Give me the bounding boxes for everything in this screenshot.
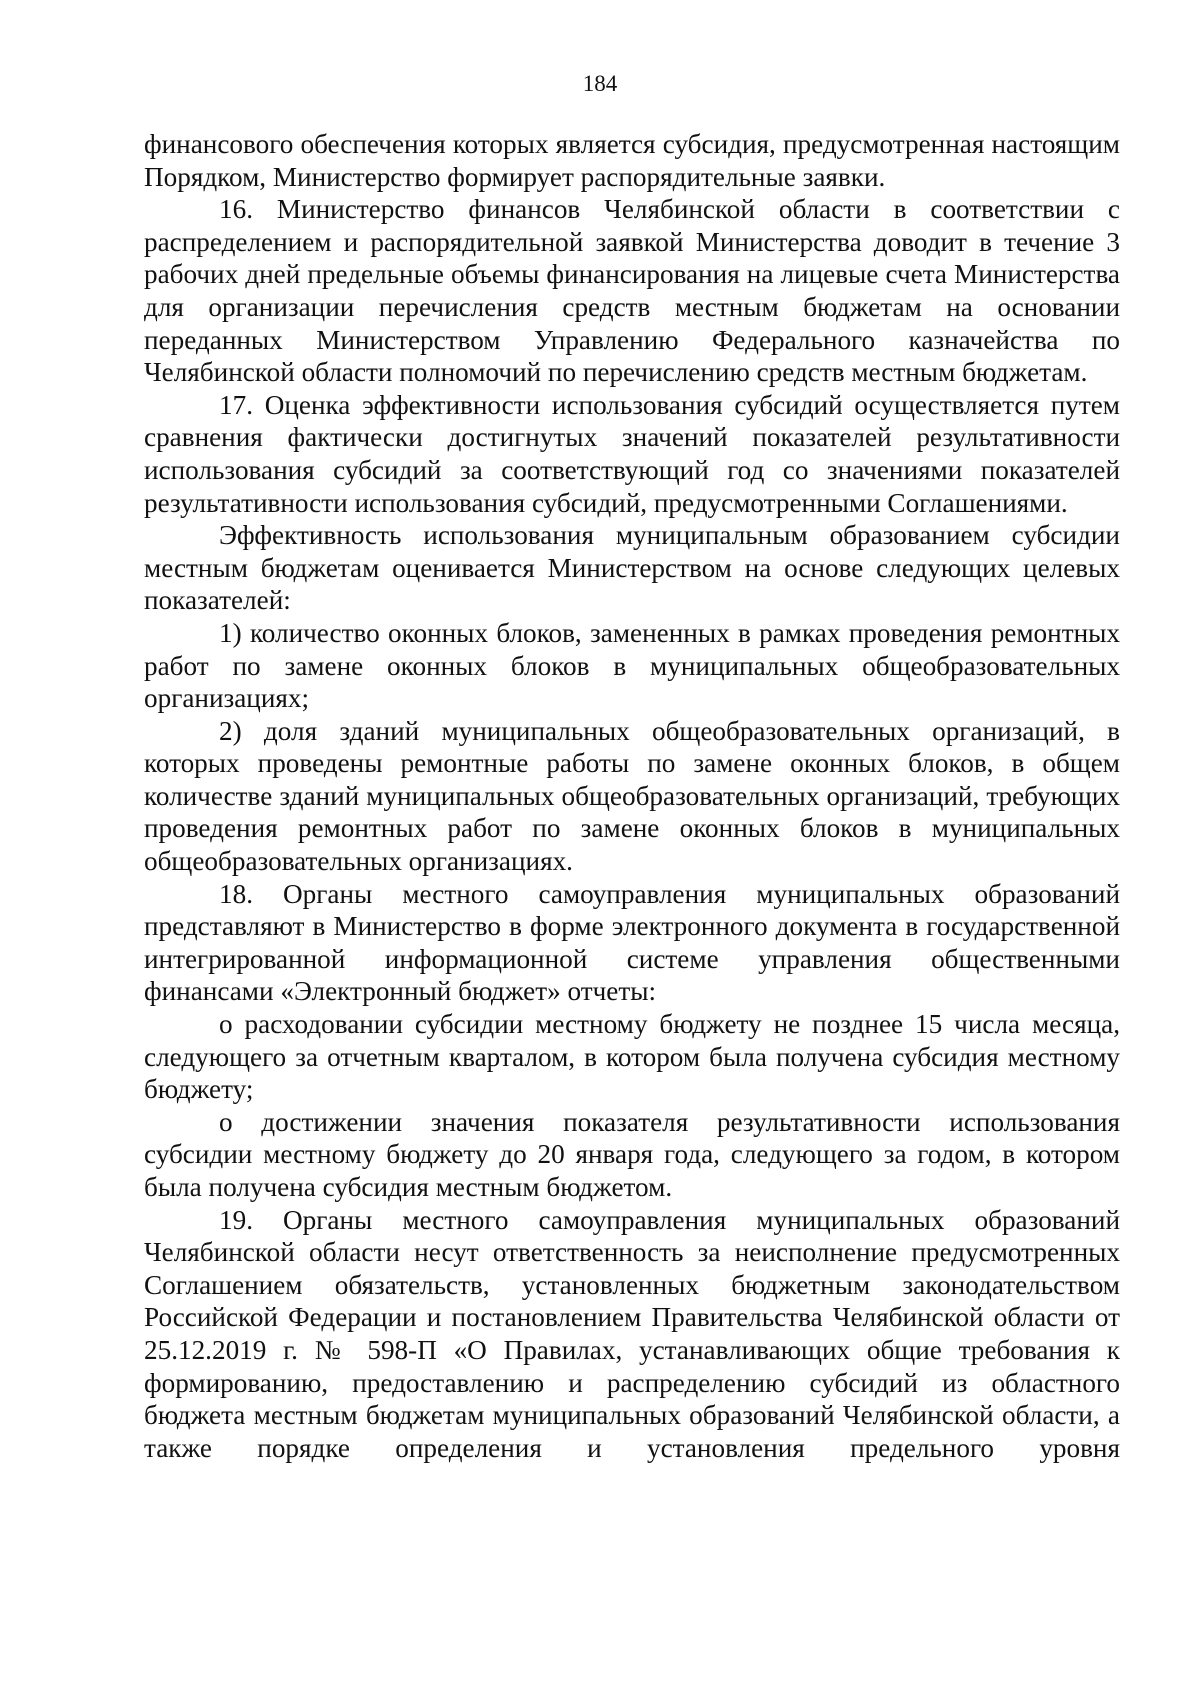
paragraph-17-effectiveness: Эффективность использования муниципальным образованием субсидии местным бюджетам оценивается Министерством на основе следующих целевых показателей: [144, 520, 1120, 616]
paragraph-18: 18. Органы местного самоуправления муниципальных образований представляют в Министерство в форме электронного документа в государственной интегрированной информационной системе управления общественными финансами «Электронный бюджет» отчеты: [144, 878, 1120, 1007]
paragraph-17: 17. Оценка эффективности использования субсидий осуществляется путем сравнения фактически достигнутых значений показателей результативности использования субсидий за соответствующий год со значениями показателей результативности использования субсидий, предусмотренными Соглашениями. [144, 389, 1120, 518]
paragraph-16: 16. Министерство финансов Челябинской области в соответствии с распределением и распорядительной заявкой Министерства доводит в течение 3 рабочих дней предельные объемы финансирования на лицевые счета Министерства для организации перечисления средств местным бюджетам на основании переданных Министерством Управлению Федерального казначейства по Челябинской области полномочий по перечислению средств местным бюджетам. [144, 194, 1120, 388]
paragraph-18-report-results: о достижении значения показателя результативности использования субсидии местному бюджету до 20 января года, следующего за годом, в котором была получена субсидия местным бюджетом. [144, 1106, 1120, 1202]
paragraph-17-item-1: 1) количество оконных блоков, замененных в рамках проведения ремонтных работ по замене оконных блоков в муниципальных общеобразовательных организациях; [144, 617, 1120, 714]
paragraph-18-report-spending: о расходовании субсидии местному бюджету не позднее 15 числа месяца, следующего за отчетным кварталом, в котором была получена субсидия местному бюджету; [144, 1009, 1120, 1105]
paragraph-17-item-2: 2) доля зданий муниципальных общеобразовательных организаций, в которых проведены ремонтные работы по замене оконных блоков, в общем количестве зданий муниципальных общеобразовательных организаций, требующих проведения ремонтных работ по замене оконных блоков в муниципальных общеобразовательных организациях. [144, 715, 1120, 877]
paragraph-continuation: финансового обеспечения которых является субсидия, предусмотренная настоящим Порядком, Министерство формирует распорядительные заявки. [144, 129, 1120, 192]
page-number: 184 [582, 71, 618, 96]
paragraph-19: 19. Органы местного самоуправления муниципальных образований Челябинской области несут ответственность за неисполнение предусмотренных Соглашением обязательств, установленных бюджетным законодательством Российской Федерации и постановлением Правительства Челябинской области от 25.12.2019 г. № 598-П «О Правилах, устанавливающих общие требования к формированию, предоставлению и распределению субсидий из областного бюджета местным бюджетам муниципальных образований Челябинской области, а также порядке определения и установления предельного уровня [144, 1204, 1120, 1463]
document-body [144, 128, 1120, 1464]
